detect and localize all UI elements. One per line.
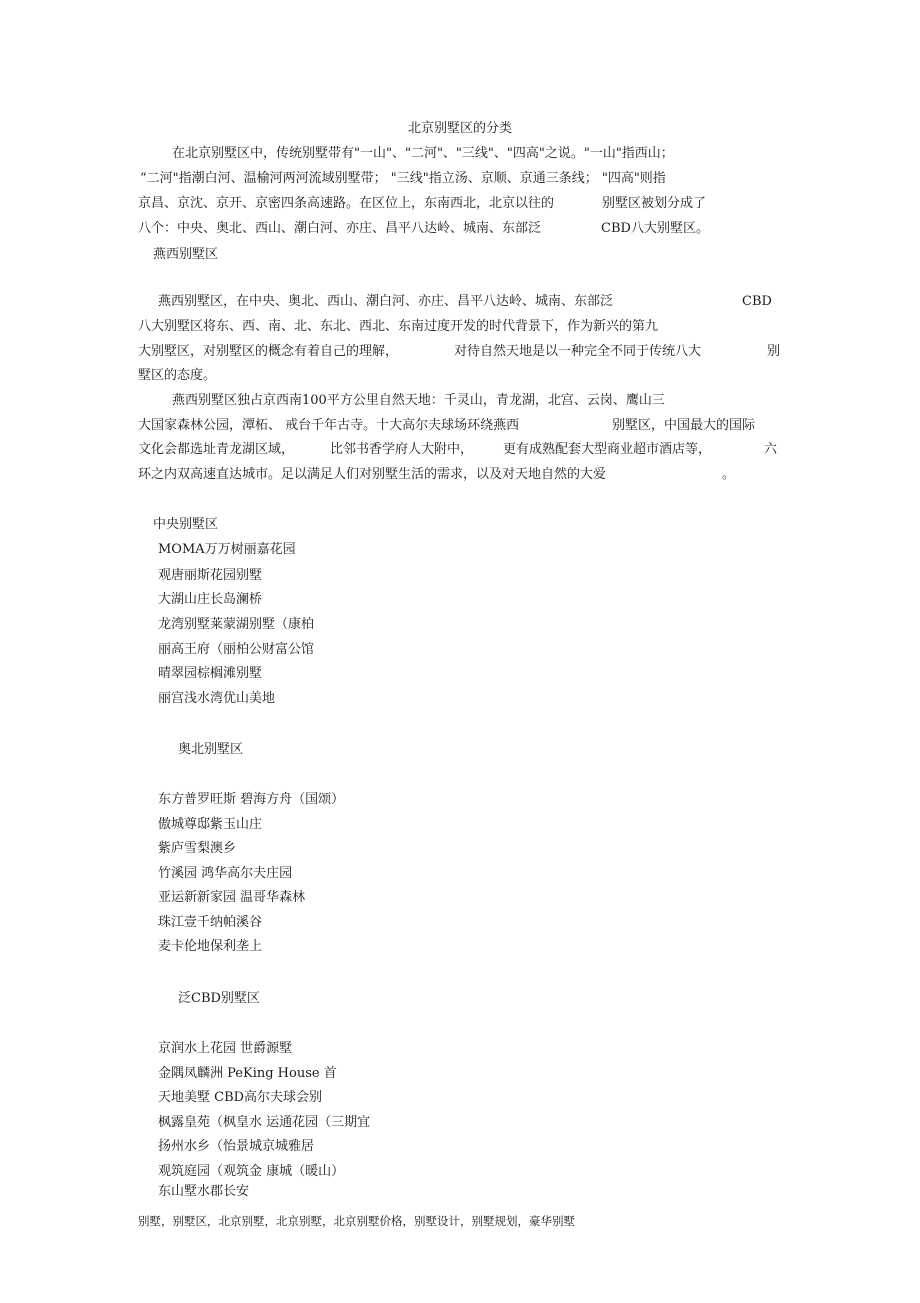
intro-line-1: 在北京别墅区中，传统别墅带有"一山"、"二河"、"三线"、"四高"之说。"一山"指西山； bbox=[172, 146, 674, 161]
yanxi-p1-line-3a: 大别墅区，对别墅区的概念有着自己的理解， bbox=[138, 344, 399, 359]
list-item: 观唐丽斯花园别墅 bbox=[158, 568, 263, 583]
yanxi-p1-line-3b: 对待自然天地是以一种完全不同于传统八大 bbox=[454, 344, 702, 359]
yanxi-p1-line-4: 墅区的态度。 bbox=[138, 368, 217, 383]
section-heading-cbd: 泛CBD别墅区 bbox=[178, 991, 260, 1006]
list-item: 傲城尊邸紫玉山庄 bbox=[158, 817, 263, 832]
footer-keywords: 别墅，别墅区，北京别墅，北京别墅，北京别墅价格，别墅设计，别墅规划，豪华别墅 bbox=[138, 1214, 575, 1228]
yanxi-p1-line-3c: 别 bbox=[767, 344, 781, 359]
yanxi-p2-line-3d: 六 bbox=[764, 442, 778, 457]
section-heading-central: 中央别墅区 bbox=[153, 517, 219, 532]
list-item: 东方普罗旺斯 碧海方舟（国颂） bbox=[158, 792, 345, 807]
list-item: 丽宫浅水湾优山美地 bbox=[158, 691, 276, 706]
list-item: MOMA万万树丽嘉花园 bbox=[158, 542, 296, 557]
intro-line-4a: 八个：中央、奥北、西山、潮白河、亦庄、昌平八达岭、城南、东部泛 bbox=[138, 221, 542, 236]
intro-line-3a: 京昌、京沈、京开、京密四条高速路。在区位上，东南西北，北京以往的 bbox=[138, 196, 555, 211]
yanxi-p2-line-3c: 更有成熟配套大型商业超市酒店等， bbox=[503, 442, 712, 457]
intro-line-2: “二河"指潮白河、温榆河两河流域别墅带； "三线"指立汤、京顺、京通三条线； "四高"则指 bbox=[140, 171, 666, 186]
list-item: 观筑庭园（观筑金 康城（暖山） bbox=[158, 1164, 345, 1179]
list-item: 丽高王府（丽柏公财富公馆 bbox=[158, 642, 315, 657]
list-item: 晴翠园棕榈滩别墅 bbox=[158, 666, 263, 681]
intro-line-4b: CBD八大别墅区。 bbox=[601, 221, 709, 236]
list-item: 麦卡伦地保利垄上 bbox=[158, 939, 263, 954]
list-item: 珠江壹千纳帕溪谷 bbox=[158, 915, 263, 930]
yanxi-p2-line-4a: 环之内双高速直达城市。足以满足人们对别墅生活的需求，以及对天地自然的大爱 bbox=[138, 467, 607, 482]
yanxi-p2-line-2b: 别墅区，中国最大的国际 bbox=[612, 418, 756, 433]
list-item: 京润水上花园 世爵源墅 bbox=[158, 1041, 293, 1056]
yanxi-p2-line-1: 燕西别墅区独占京西南100平方公里自然天地：千灵山，青龙湖，北宫、云岗、鹰山三 bbox=[172, 393, 665, 408]
intro-line-3 bbox=[138, 195, 788, 213]
list-item: 紫庐雪梨澳乡 bbox=[158, 841, 237, 856]
list-item: 扬州水乡（怡景城京城雅居 bbox=[158, 1139, 315, 1154]
list-item: 大湖山庄长岛澜桥 bbox=[158, 592, 263, 607]
page-title: 北京别墅区的分类 bbox=[407, 121, 512, 136]
list-item: 竹溪园 鸿华高尔夫庄园 bbox=[158, 866, 293, 881]
yanxi-p1-line-1a: 燕西别墅区，在中央、奥北、西山、潮白河、亦庄、昌平八达岭、城南、东部泛 bbox=[158, 294, 614, 309]
list-item: 枫露皇苑（枫皇水 运通花园（三期宜 bbox=[158, 1115, 371, 1130]
yanxi-p2-line-3a: 文化会都选址青龙湖区域， bbox=[138, 442, 295, 457]
list-item: 东山墅水郡长安 bbox=[158, 1184, 250, 1199]
list-item: 龙湾别墅莱蒙湖别墅（康柏 bbox=[158, 617, 315, 632]
yanxi-p1-line-2: 八大别墅区将东、西、南、北、东北、西北、东南过度开发的时代背景下，作为新兴的第九 bbox=[138, 319, 659, 334]
intro-line-3b: 别墅区被划分成了 bbox=[602, 196, 707, 211]
list-item: 金隅凤麟洲 PeKing House 首 bbox=[158, 1066, 337, 1081]
section-heading-aobei: 奥北别墅区 bbox=[178, 742, 244, 757]
yanxi-p2-line-3b: 比邻书香学府人大附中， bbox=[330, 442, 474, 457]
yanxi-p2-line-4b: 。 bbox=[722, 467, 736, 482]
intro-line-4 bbox=[138, 220, 788, 238]
yanxi-p2-line-2a: 大国家森林公园，潭柘、 戒台千年古寺。十大高尔夫球场环绕燕西 bbox=[138, 418, 520, 433]
section-heading-yanxi: 燕西别墅区 bbox=[153, 247, 219, 262]
yanxi-p1-line-1b: CBD bbox=[742, 294, 772, 309]
list-item: 天地美墅 CBD高尔夫球会别 bbox=[158, 1090, 323, 1105]
list-item: 亚运新新家园 温哥华森林 bbox=[158, 890, 306, 905]
